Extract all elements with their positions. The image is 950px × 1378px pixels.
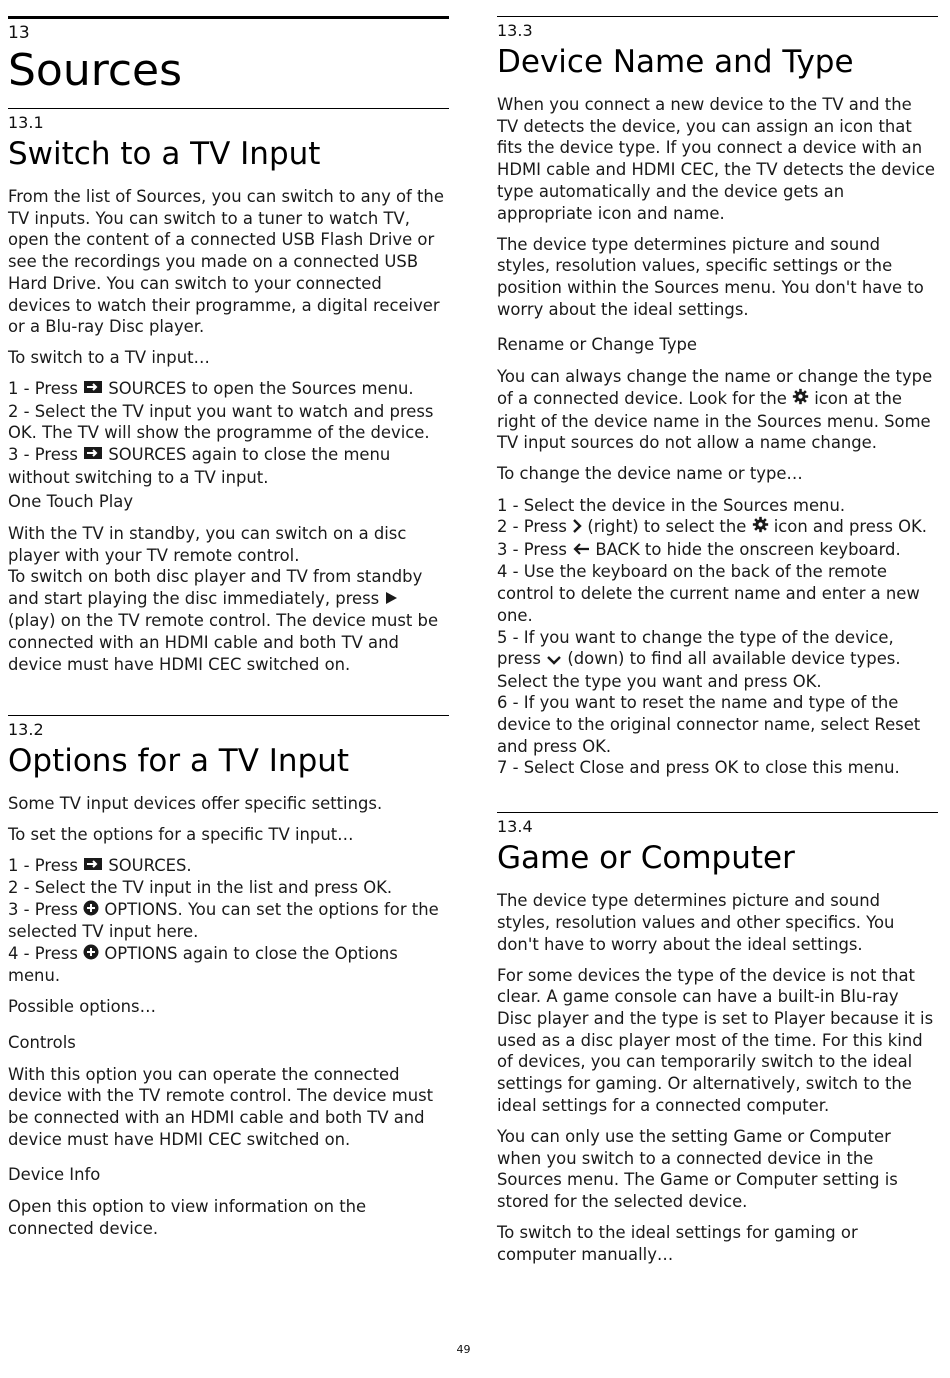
section-rule — [8, 715, 449, 716]
sources-icon — [83, 856, 103, 878]
section-number: 13.4 — [497, 817, 533, 837]
paragraph: With the TV in standby, you can switch on a disc player with your TV remote control. — [8, 523, 407, 565]
chapter-title: Sources — [8, 45, 183, 96]
list-item: 7 - Select Close and press OK to close this menu. — [497, 758, 900, 778]
paragraph: The device type determines picture and sound styles, resolution values and other specifics. You don't have to worry about the ideal settings. — [497, 891, 895, 954]
chapter-rule — [8, 16, 449, 19]
step-list — [8, 378, 449, 488]
subheading: Device Info — [8, 1165, 101, 1185]
list-item: 3 - Press SOURCES again to close the menu without switching to a TV input. — [8, 445, 391, 487]
paragraph: Possible options… — [8, 997, 156, 1017]
section-rule — [8, 108, 449, 109]
paragraph: To switch on both disc player and TV from standby and start playing the disc immediately, press (play) on the TV remote control. The device must be connected with an HDMI cable and both TV and device must have HDMI CEC switched on. — [8, 567, 439, 674]
step-list — [497, 495, 938, 780]
paragraph: Open this option to view information on the connected device. — [8, 1197, 367, 1238]
section-number: 13.1 — [8, 113, 44, 132]
chevron-right-icon — [572, 517, 582, 539]
list-item: 1 - Select the device in the Sources menu. — [497, 495, 846, 515]
paragraph: To switch to the ideal settings for gaming or computer manually… — [497, 1223, 858, 1264]
list-item: 1 - Press SOURCES to open the Sources menu. — [8, 378, 449, 400]
subheading: One Touch Play — [8, 492, 134, 512]
subheading: Controls — [8, 1032, 76, 1052]
section-rule — [497, 16, 938, 17]
play-icon — [384, 589, 398, 611]
back-arrow-icon — [572, 540, 590, 562]
list-item: 3 - Press OPTIONS. You can set the options for the selected TV input here. — [8, 900, 439, 942]
subheading: Rename or Change Type — [497, 335, 698, 355]
section-number: 13.3 — [497, 21, 533, 40]
sources-icon — [83, 445, 103, 467]
paragraph: To switch to a TV input… — [8, 348, 210, 368]
list-item: 5 - If you want to change the type of the device, press (down) to find all available device types. Select the type you want and press OK. — [497, 627, 901, 691]
paragraph: Some TV input devices offer specific settings. — [8, 793, 383, 813]
list-item: 1 - Press SOURCES. — [8, 855, 449, 877]
section-rule — [497, 812, 938, 813]
list-item: 3 - Press BACK to hide the onscreen keyboard. — [497, 539, 938, 561]
chevron-down-icon — [546, 649, 562, 671]
paragraph: With this option you can operate the connected device with the TV remote control. The device must be connected with an HDMI cable and both TV and device must have HDMI CEC switched on. — [8, 1064, 434, 1149]
options-icon — [83, 900, 99, 922]
page-number: 49 — [456, 1343, 471, 1356]
section-title: Game or Computer — [497, 840, 795, 877]
section-number: 13.2 — [8, 719, 44, 739]
list-item: 6 - If you want to reset the name and type of the device to the original connector name, select Reset and press OK. — [497, 693, 921, 756]
section-title: Device Name and Type — [497, 44, 854, 80]
right-column — [497, 16, 938, 1275]
paragraph: To set the options for a specific TV input… — [8, 824, 354, 844]
paragraph: From the list of Sources, you can switch to any of the TV inputs. You can switch to a tuner to watch TV, open the content of a connected USB Flash Drive or see the recordings you made on a connected USB Hard Drive. You can switch to your connected devices to watch their programme, a digital receiver or a Blu-ray Disc player. — [8, 187, 444, 337]
options-icon — [83, 944, 99, 966]
paragraph: For some devices the type of the device is not that clear. A game console can have a built-in Blu-ray Disc player and the type is set to Player because it is used as a disc player most of the time. For this kind of devices, you can temporarily switch to the ideal settings for gaming. Or alternatively, switch to the ideal settings for a connected computer. — [497, 965, 934, 1115]
paragraph: You can always change the name or change the type of a connected device. Look for the icon at the right of the device name in the Sources menu. Some TV input sources do not allow a name change. — [497, 367, 933, 453]
gear-icon — [792, 388, 809, 411]
list-item: 2 - Select the TV input you want to watch and press OK. The TV will show the programme of the device. — [8, 401, 434, 443]
chapter-number: 13 — [8, 23, 30, 43]
paragraph: You can only use the setting Game or Computer when you switch to a connected device in the Sources menu. The Game or Computer setting is stored for the selected device. — [497, 1126, 898, 1212]
left-column — [8, 16, 449, 1249]
section-title: Switch to a TV Input — [8, 136, 321, 172]
paragraph: The device type determines picture and sound styles, resolution values, specific settings or the position within the Sources menu. You don't have to worry about the ideal settings. — [497, 234, 924, 319]
gear-icon — [752, 516, 769, 539]
list-item: 4 - Press OPTIONS again to close the Options menu. — [8, 944, 398, 986]
list-item: 2 - Select the TV input in the list and press OK. — [8, 878, 393, 898]
step-list — [8, 855, 449, 987]
list-item: 4 - Use the keyboard on the back of the remote control to delete the current name and enter a new one. — [497, 562, 920, 625]
section-title: Options for a TV Input — [8, 742, 350, 779]
sources-icon — [83, 379, 103, 401]
paragraph: To change the device name or type… — [497, 464, 803, 484]
paragraph: When you connect a new device to the TV and the TV detects the device, you can assign an icon that fits the device type. If you connect a device with an HDMI cable and HDMI CEC, the TV detects the device type automatically and the device gets an appropriate icon and name. — [497, 95, 935, 223]
list-item: 2 - Press (right) to select the icon and press OK. — [497, 516, 938, 539]
